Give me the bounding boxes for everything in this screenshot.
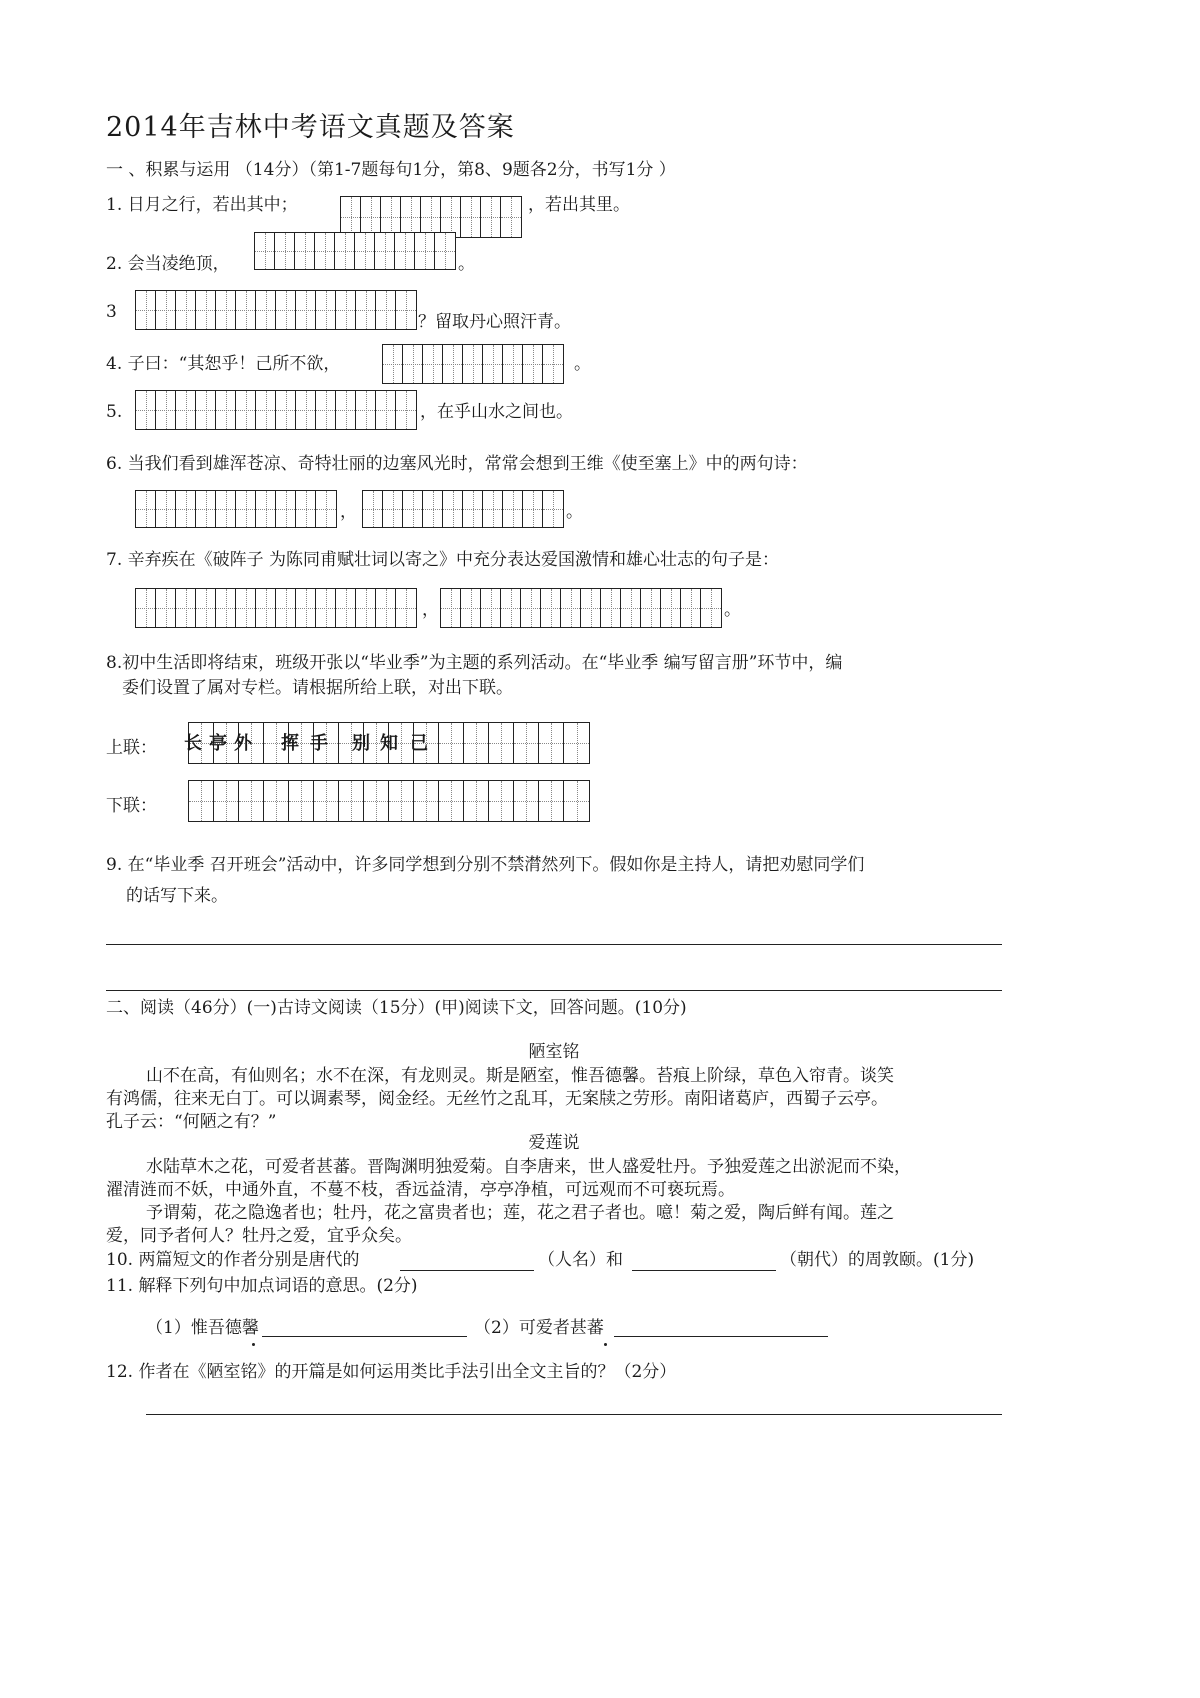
q5-prefix: 5. xyxy=(106,402,123,422)
poem-1-line: 山不在高，有仙则名；水不在深，有龙则灵。斯是陋室，惟吾德馨。苔痕上阶绿，草色入帘青。谈笑 xyxy=(146,1066,894,1086)
q1-prefix: 1. 日月之行，若出其中； xyxy=(106,195,298,215)
q9-text-line1: 9. 在“毕业季 召开班会”活动中，许多同学想到分别不禁潸然列下。假如你是主持人，请把劝慰同学们 xyxy=(106,855,865,875)
q2-answer-grid[interactable] xyxy=(254,232,456,270)
emphasis-dot xyxy=(604,1343,607,1346)
poem-2-title: 爱莲说 xyxy=(528,1133,580,1153)
poem-2-line: 爱，同予者何人？牡丹之爱，宜乎众矣。 xyxy=(106,1226,412,1246)
q2-suffix: 。 xyxy=(458,254,475,274)
shanglian-label: 上联： xyxy=(106,738,157,758)
q6-text: 6. 当我们看到雄浑苍凉、奇特壮丽的边塞风光时，常常会想到王维《使至塞上》中的两句诗： xyxy=(106,454,808,474)
q9-answer-line-1[interactable] xyxy=(106,944,1002,945)
q4-suffix: 。 xyxy=(574,354,591,374)
q9-answer-line-2[interactable] xyxy=(106,990,1002,991)
q5-suffix: ，在乎山水之间也。 xyxy=(420,402,573,422)
shanglian-char: 挥 xyxy=(281,733,299,754)
section-1-heading: 一 、积累与运用 （14分）（第1-7题每句1分，第8、9题各2分，书写1分 ） xyxy=(106,160,676,180)
q10-author-blank[interactable] xyxy=(400,1250,534,1271)
q7-answer-grid-2[interactable] xyxy=(440,588,722,628)
q7-separator: ， xyxy=(422,600,439,620)
q8-text-line2: 委们设置了属对专栏。请根据所给上联，对出下联。 xyxy=(122,678,513,698)
shanglian-char: 手 xyxy=(310,733,328,754)
q6-answer-grid-1[interactable] xyxy=(135,490,337,528)
q6-end: 。 xyxy=(566,502,583,522)
q3-suffix: ？留取丹心照汗青。 xyxy=(418,312,571,332)
q6-answer-grid-2[interactable] xyxy=(362,490,564,528)
q7-end: 。 xyxy=(724,600,741,620)
q3-prefix: 3 xyxy=(106,302,117,322)
q5-answer-grid[interactable] xyxy=(135,390,417,430)
q10-text-a: 10. 两篇短文的作者分别是唐代的 xyxy=(106,1250,360,1270)
poem-1-title: 陋室铭 xyxy=(528,1042,580,1062)
q1-suffix: ，若出其里。 xyxy=(528,195,630,215)
q11-text: 11. 解释下列句中加点词语的意思。(2分) xyxy=(106,1276,418,1296)
q4-prefix: 4. 子曰：“其恕乎！己所不欲， xyxy=(106,354,341,374)
q8-text-line1: 8.初中生活即将结束，班级开张以“毕业季”为主题的系列活动。在“毕业季 编写留言册”环节中，编 xyxy=(106,653,843,673)
poem-1-line: 孔子云：“何陋之有？” xyxy=(106,1112,277,1132)
q4-answer-grid[interactable] xyxy=(382,344,564,384)
shanglian-char: 知 xyxy=(380,733,398,754)
poem-2-line: 水陆草木之花，可爱者甚蕃。晋陶渊明独爱菊。自李唐来，世人盛爱牡丹。予独爱莲之出淤泥而不染， xyxy=(146,1157,911,1177)
page-title: 2014年吉林中考语文真题及答案 xyxy=(106,112,515,143)
q7-text: 7. 辛弃疾在《破阵子 为陈同甫赋壮词以寄之》中充分表达爱国激情和雄心壮志的句子是： xyxy=(106,550,780,570)
q10-dynasty-blank[interactable] xyxy=(632,1250,776,1271)
poem-2-line: 予谓菊，花之隐逸者也；牡丹，花之富贵者也；莲，花之君子者也。噫！菊之爱，陶后鲜有闻。莲之 xyxy=(146,1203,894,1223)
q9-text-line2: 的话写下来。 xyxy=(126,886,228,906)
shanglian-char: 长 xyxy=(184,733,202,754)
section-2-heading: 二、阅读（46分）(一)古诗文阅读（15分）(甲)阅读下文，回答问题。(10分) xyxy=(106,998,687,1018)
poem-1-line: 有鸿儒，往来无白丁。可以调素琴，阅金经。无丝竹之乱耳，无案牍之劳形。南阳诸葛庐，西蜀子云亭。 xyxy=(106,1089,888,1109)
q12-answer-line[interactable] xyxy=(146,1414,1002,1415)
q11-item-2: （2）可爱者甚蕃 xyxy=(474,1318,604,1338)
shanglian-char: 亭 xyxy=(209,733,227,754)
poem-2-line: 濯清涟而不妖，中通外直，不蔓不枝，香远益清，亭亭净植，可远观而不可亵玩焉。 xyxy=(106,1180,735,1200)
xialian-answer-grid[interactable] xyxy=(188,780,590,822)
q12-text: 12. 作者在《陋室铭》的开篇是如何运用类比手法引出全文主旨的？（2分） xyxy=(106,1362,677,1382)
q7-answer-grid-1[interactable] xyxy=(135,588,417,628)
q11-item-1: （1）惟吾德馨 xyxy=(146,1318,259,1338)
shanglian-char: 外 xyxy=(234,733,252,754)
q10-text-b: （人名）和 xyxy=(538,1250,623,1270)
shanglian-char: 己 xyxy=(410,733,428,754)
q6-separator: ， xyxy=(340,502,357,522)
xialian-label: 下联： xyxy=(106,796,157,816)
q11-item-2-blank[interactable] xyxy=(614,1316,828,1337)
emphasis-dot xyxy=(252,1343,255,1346)
q2-prefix: 2. 会当凌绝顶， xyxy=(106,254,230,274)
shanglian-char: 别 xyxy=(352,733,370,754)
q10-text-c: （朝代）的周敦颐。(1分) xyxy=(780,1250,975,1270)
q3-answer-grid[interactable] xyxy=(135,290,417,330)
q11-item-1-blank[interactable] xyxy=(262,1316,467,1337)
